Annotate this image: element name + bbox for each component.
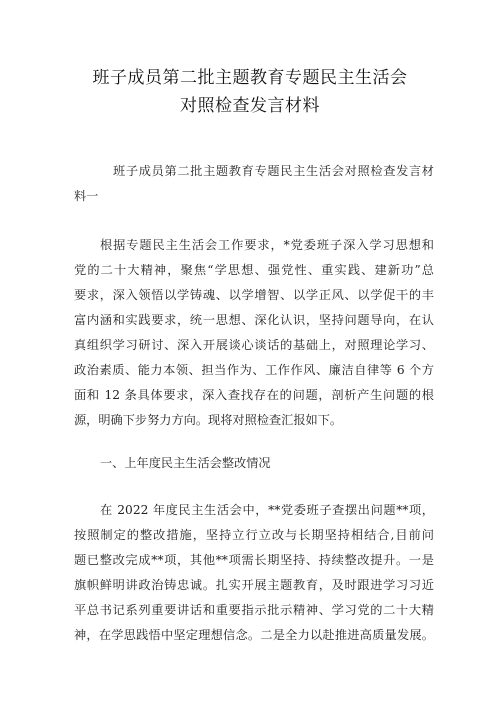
paragraph-3-line: 旗帜鲜明讲政治铸忠诚。扎实开展主题教育，及时跟进学习习近 <box>74 578 434 592</box>
document-title-line-1: 班子成员第二批主题教育专题民主生活会 <box>92 68 408 88</box>
paragraph-2-line: 真组织学习研讨、深入开展谈心谈话的基础上，对照理论学习、 <box>74 338 434 352</box>
document-title-line-2: 对照检查发言材料 <box>180 96 320 116</box>
paragraph-3-line: 平总书记系列重要讲话和重要指示批示精神、学习党的二十大精 <box>74 603 434 617</box>
paragraph-3-line: 神，在学思践悟中坚定理想信念。二是全力以赴推进高质量发展。 <box>74 628 434 642</box>
paragraph-2-line: 政治素质、能力本领、担当作为、工作作风、廉洁自律等 6 个方 <box>74 363 434 377</box>
paragraph-2-line: 根据专题民主生活会工作要求，*党委班子深入学习思想和 <box>100 238 434 252</box>
paragraph-2-line: 源，明确下步努力方向。现将对照检查汇报如下。 <box>74 413 343 427</box>
section-heading: 一、上年度民主生活会整改情况 <box>100 456 271 470</box>
paragraph-3-line: 按照制定的整改措施，坚持立行立改与长期坚持相结合,目前问 <box>74 528 434 542</box>
paragraph-2-line: 富内涵和实践要求，统一思想、深化认识，坚持问题导向，在认 <box>74 313 434 327</box>
paragraph-1-line: 料一 <box>74 189 99 203</box>
paragraph-2-line: 要求，深入领悟以学铸魂、以学增智、以学正风、以学促干的丰 <box>74 288 434 302</box>
paragraph-2-line: 面和 12 条具体要求，深入查找存在的问题，剖析产生问题的根 <box>74 388 434 402</box>
paragraph-3-line: 在 2022 年度民主生活会中，**党委班子查摆出问题**项， <box>100 503 434 517</box>
paragraph-1-line: 班子成员第二批主题教育专题民主生活会对照检查发言材 <box>113 164 434 178</box>
paragraph-3-line: 题已整改完成**项，其他**项需长期坚持、持续整改提升。一是 <box>74 553 434 567</box>
paragraph-2-line: 党的二十大精神，聚焦“学思想、强党性、重实践、建新功”总 <box>74 263 434 277</box>
